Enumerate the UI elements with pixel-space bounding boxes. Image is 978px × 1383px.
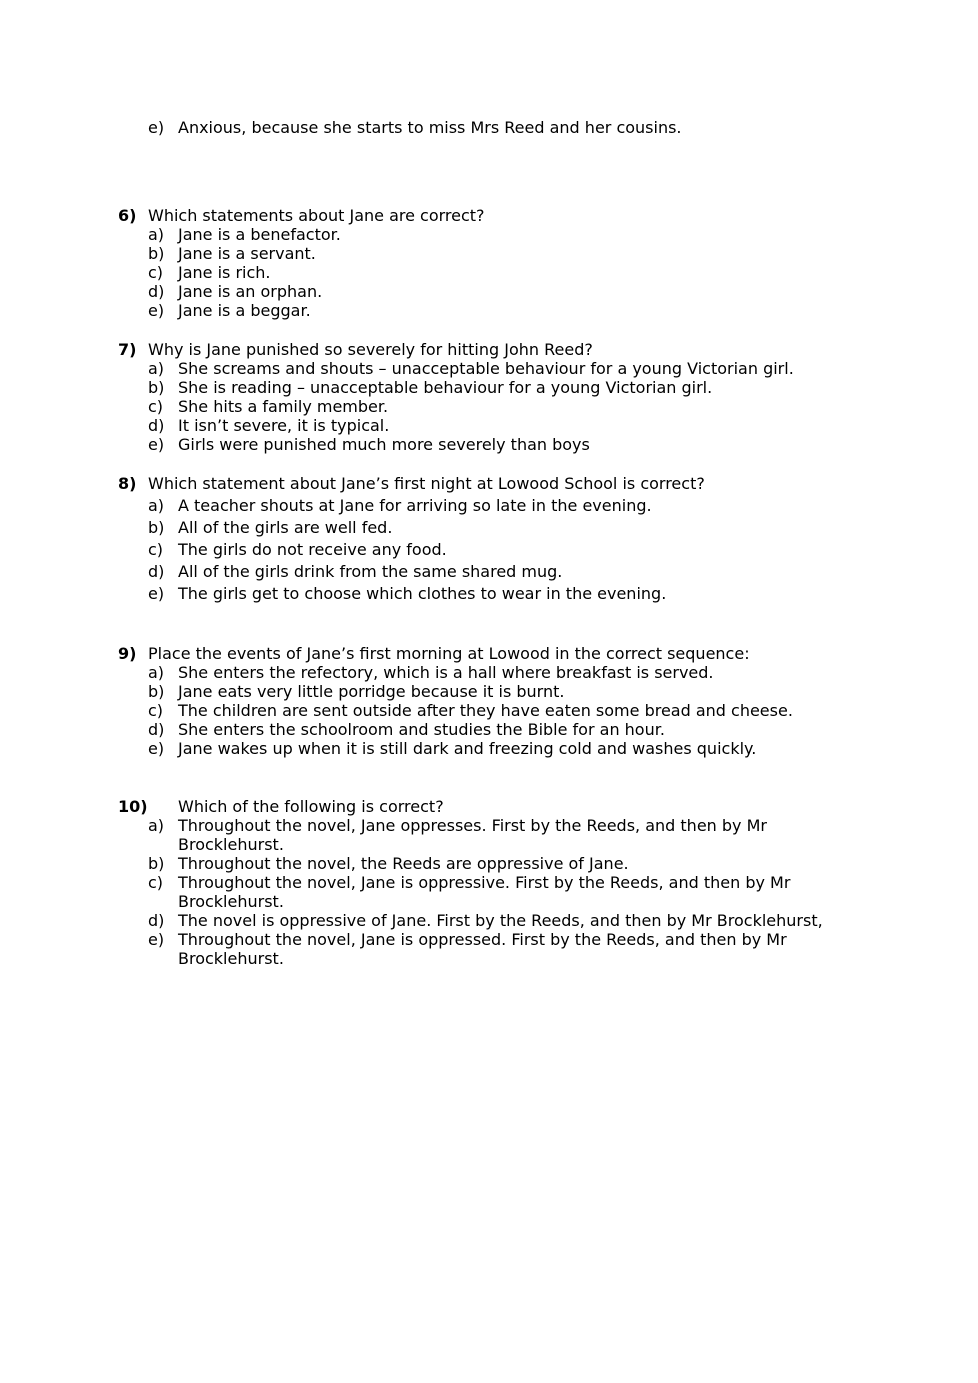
option-letter: b) bbox=[148, 244, 165, 263]
option-letter: c) bbox=[148, 397, 164, 416]
option-text: All of the girls drink from the same shared mug. bbox=[178, 562, 563, 581]
option-text: Throughout the novel, Jane is oppressed. First by the Reeds, and then by Mr bbox=[178, 930, 787, 949]
option-text: Throughout the novel, Jane oppresses. First by the Reeds, and then by Mr bbox=[178, 816, 767, 835]
question-number: 9) bbox=[118, 644, 137, 663]
question-text: Which of the following is correct? bbox=[178, 797, 444, 816]
option-letter: d) bbox=[148, 911, 165, 930]
option-text: Jane wakes up when it is still dark and freezing cold and washes quickly. bbox=[178, 739, 757, 758]
question-number: 10) bbox=[118, 797, 148, 816]
question-text: Why is Jane punished so severely for hitting John Reed? bbox=[148, 340, 593, 359]
question-text: Which statement about Jane’s first night at Lowood School is correct? bbox=[148, 474, 705, 493]
option-letter: c) bbox=[148, 540, 164, 559]
option-letter: e) bbox=[148, 435, 165, 454]
option-letter: a) bbox=[148, 663, 165, 682]
option-letter: b) bbox=[148, 682, 165, 701]
question-text: Place the events of Jane’s first morning at Lowood in the correct sequence: bbox=[148, 644, 750, 663]
option-text: Throughout the novel, Jane is oppressive. First by the Reeds, and then by Mr bbox=[178, 873, 791, 892]
option-letter: e) bbox=[148, 301, 165, 320]
option-text: Jane is an orphan. bbox=[178, 282, 323, 301]
option-text: The novel is oppressive of Jane. First by the Reeds, and then by Mr Brocklehurst, bbox=[178, 911, 823, 930]
option-text: All of the girls are well fed. bbox=[178, 518, 393, 537]
option-letter: c) bbox=[148, 263, 164, 282]
option-text-continued: Brocklehurst. bbox=[178, 892, 284, 911]
option-text: Jane is a benefactor. bbox=[178, 225, 341, 244]
option-text: Jane is rich. bbox=[178, 263, 271, 282]
option-letter: d) bbox=[148, 720, 165, 739]
option-letter: a) bbox=[148, 359, 165, 378]
option-text: Jane eats very little porridge because it is burnt. bbox=[178, 682, 565, 701]
option-text: A teacher shouts at Jane for arriving so late in the evening. bbox=[178, 496, 652, 515]
question-text: Which statements about Jane are correct? bbox=[148, 206, 485, 225]
option-text: She enters the refectory, which is a hall where breakfast is served. bbox=[178, 663, 714, 682]
option-letter: d) bbox=[148, 282, 165, 301]
option-letter: c) bbox=[148, 873, 164, 892]
option-letter: b) bbox=[148, 378, 165, 397]
option-text: Jane is a servant. bbox=[178, 244, 316, 263]
option-text: She screams and shouts – unacceptable behaviour for a young Victorian girl. bbox=[178, 359, 794, 378]
question-number: 6) bbox=[118, 206, 137, 225]
option-letter: e) bbox=[148, 118, 165, 137]
option-text: The children are sent outside after they have eaten some bread and cheese. bbox=[178, 701, 793, 720]
option-letter: b) bbox=[148, 854, 165, 873]
option-letter: e) bbox=[148, 930, 165, 949]
question-number: 7) bbox=[118, 340, 137, 359]
option-text: The girls do not receive any food. bbox=[178, 540, 447, 559]
option-text: She enters the schoolroom and studies the Bible for an hour. bbox=[178, 720, 665, 739]
option-text-continued: Brocklehurst. bbox=[178, 949, 284, 968]
option-text: Throughout the novel, the Reeds are oppressive of Jane. bbox=[178, 854, 629, 873]
option-text: She hits a family member. bbox=[178, 397, 389, 416]
question-number: 8) bbox=[118, 474, 137, 493]
option-text: Anxious, because she starts to miss Mrs Reed and her cousins. bbox=[178, 118, 682, 137]
option-letter: a) bbox=[148, 225, 165, 244]
option-letter: c) bbox=[148, 701, 164, 720]
option-text-continued: Brocklehurst. bbox=[178, 835, 284, 854]
option-letter: e) bbox=[148, 584, 165, 603]
option-letter: d) bbox=[148, 562, 165, 581]
option-text: Jane is a beggar. bbox=[178, 301, 311, 320]
option-text: She is reading – unacceptable behaviour for a young Victorian girl. bbox=[178, 378, 713, 397]
option-letter: a) bbox=[148, 496, 165, 515]
option-letter: a) bbox=[148, 816, 165, 835]
option-letter: e) bbox=[148, 739, 165, 758]
option-letter: d) bbox=[148, 416, 165, 435]
option-text: The girls get to choose which clothes to wear in the evening. bbox=[178, 584, 667, 603]
option-text: Girls were punished much more severely than boys bbox=[178, 435, 590, 454]
option-text: It isn’t severe, it is typical. bbox=[178, 416, 390, 435]
option-letter: b) bbox=[148, 518, 165, 537]
